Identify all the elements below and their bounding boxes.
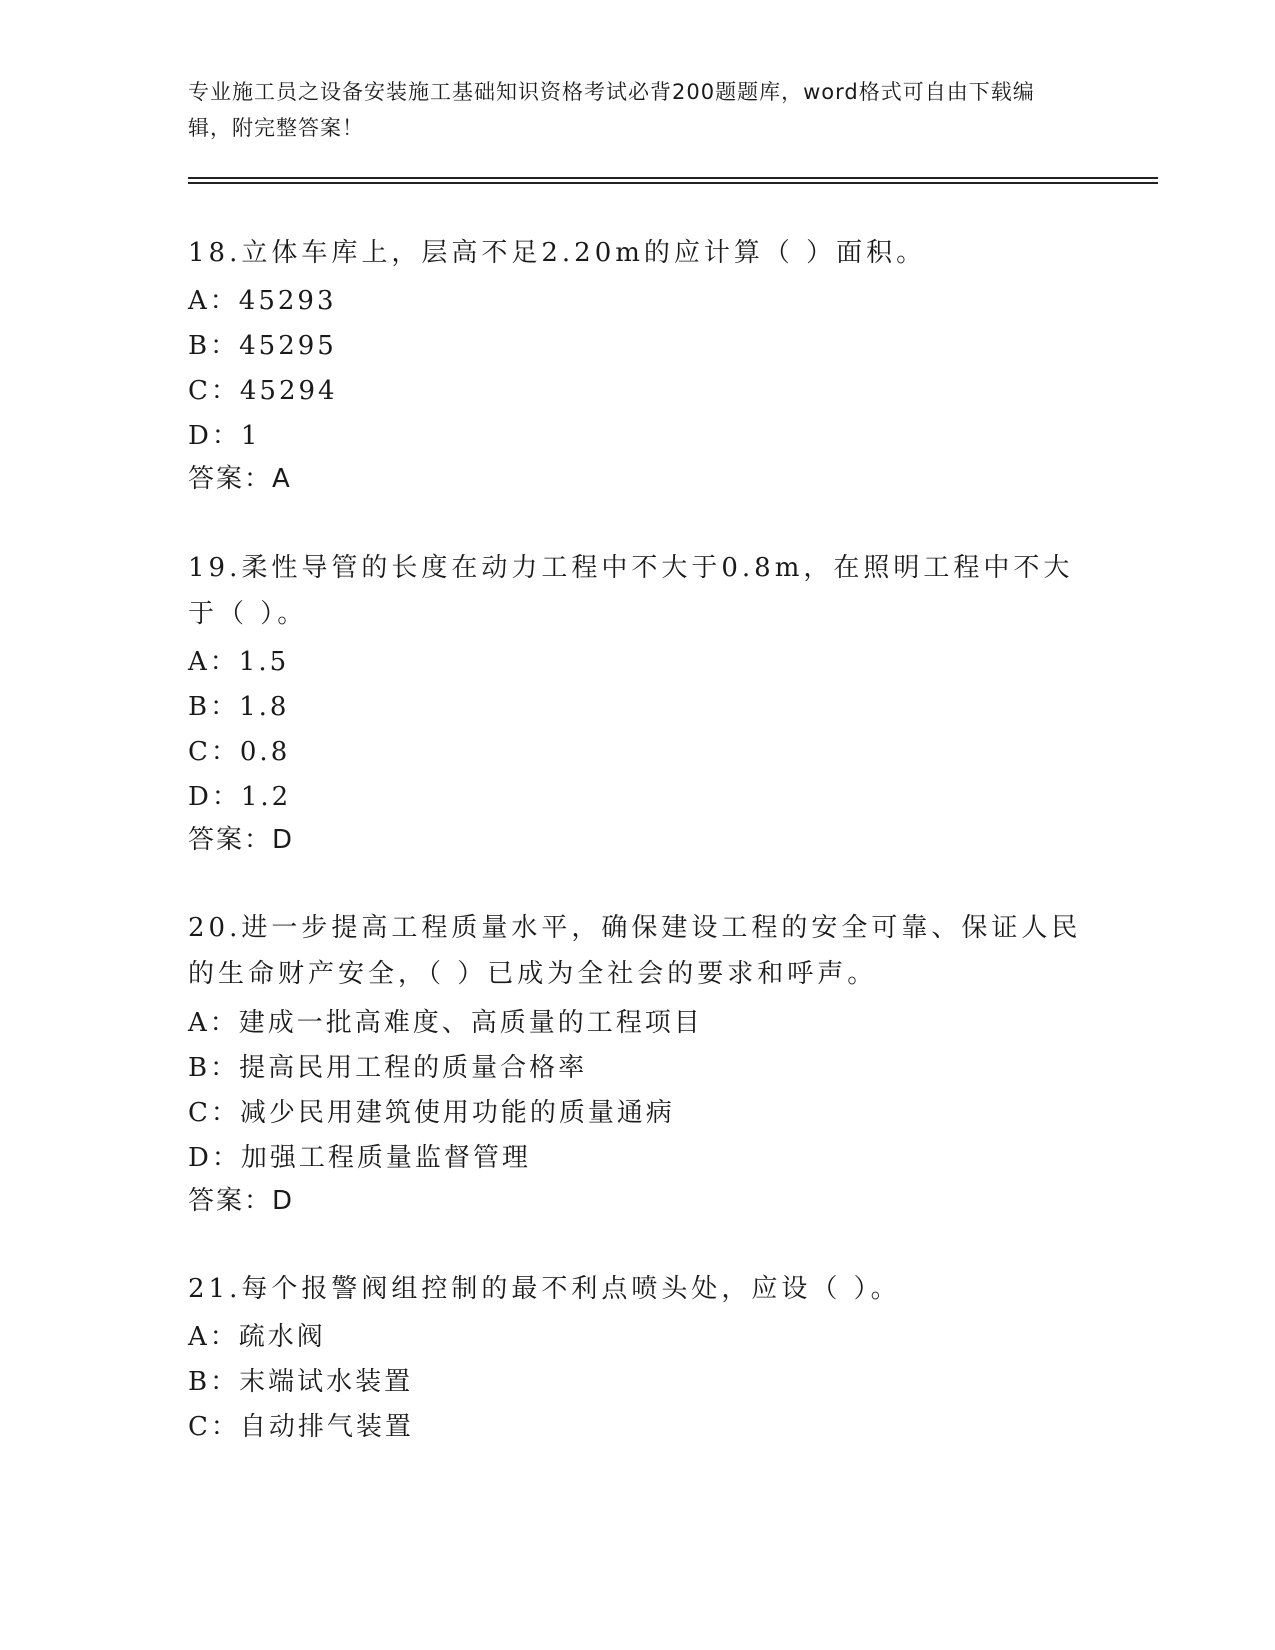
question-21-option-a: A：疏水阀	[188, 1322, 326, 1352]
question-19-option-d: D：1.2	[188, 782, 292, 812]
question-19-option-c: C：0.8	[188, 737, 291, 767]
question-20-option-b: B：提高民用工程的质量合格率	[188, 1053, 588, 1083]
document-header: 专业施工员之设备安装施工基础知识资格考试必背200题题库，word格式可自由下载编辑，附完整答案！	[188, 80, 1035, 140]
question-18-option-c: C：45294	[188, 376, 338, 406]
question-18-answer: 答案：A	[188, 464, 292, 494]
header-divider-top	[188, 177, 1158, 179]
question-20-option-a: A：建成一批高难度、高质量的工程项目	[188, 1008, 703, 1038]
question-20-answer: 答案：D	[188, 1186, 295, 1216]
question-19-option-a: A：1.5	[188, 647, 290, 677]
question-18-option-b: B：45295	[188, 331, 337, 361]
question-21-option-b: B：末端试水装置	[188, 1367, 414, 1397]
question-19-answer: 答案：D	[188, 825, 295, 855]
question-19-option-b: B：1.8	[188, 692, 290, 722]
question-18-text: 18.立体车库上，层高不足2.20m的应计算（ ）面积。	[188, 238, 927, 268]
question-20-option-d: D：加强工程质量监督管理	[188, 1143, 531, 1173]
question-21-option-c: C：自动排气装置	[188, 1412, 414, 1442]
question-18-option-a: A：45293	[188, 286, 337, 316]
question-18-option-d: D：1	[188, 421, 261, 451]
header-divider-bottom	[188, 182, 1158, 184]
question-20-text: 20.进一步提高工程质量水平，确保建设工程的安全可靠、保证人民的生命财产安全，（ ）已成为全社会的要求和呼声。	[188, 913, 1082, 989]
question-20-option-c: C：减少民用建筑使用功能的质量通病	[188, 1098, 675, 1128]
question-19-text: 19.柔性导管的长度在动力工程中不大于0.8m，在照明工程中不大于（ ）。	[188, 553, 1074, 629]
question-21-text: 21.每个报警阀组控制的最不利点喷头处，应设（ ）。	[188, 1274, 901, 1304]
